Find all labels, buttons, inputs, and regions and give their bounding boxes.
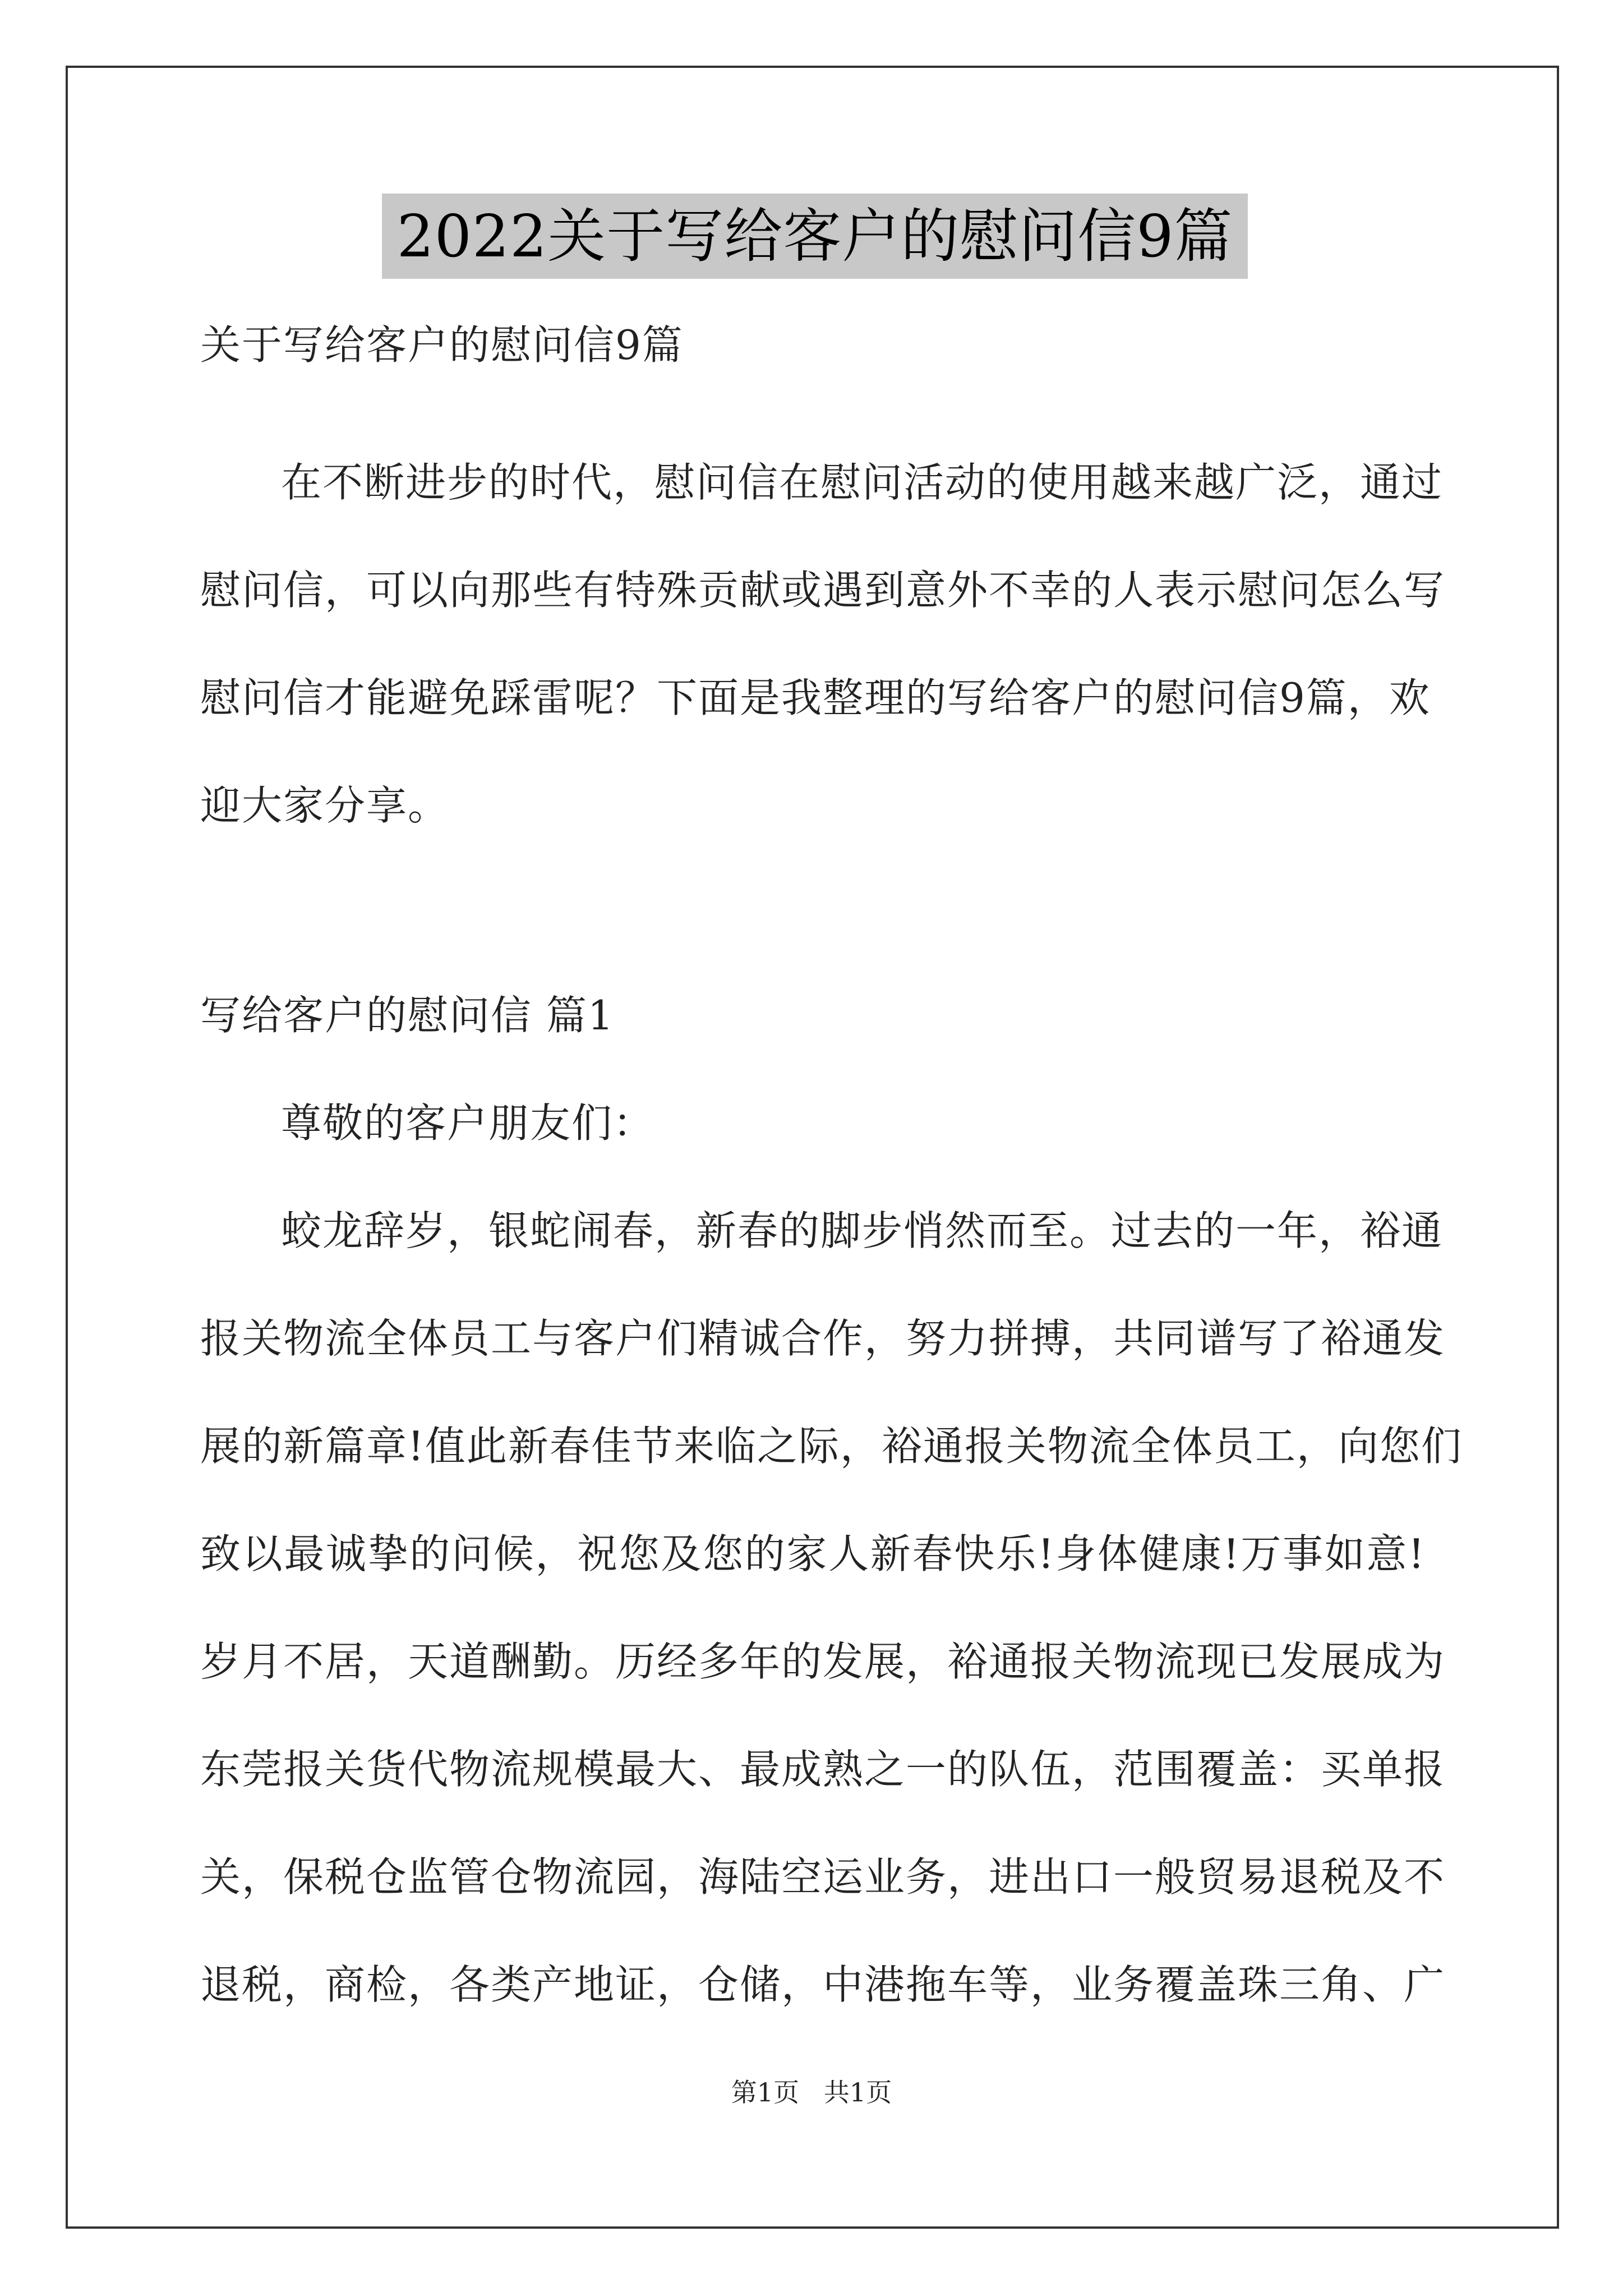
paragraph-line: 迎大家分享。	[200, 782, 450, 829]
paragraph-line: 岁月不居，天道酬勤。历经多年的发展，裕通报关物流现已发展成为	[200, 1638, 1446, 1685]
page-footer: 第1页 共1页	[731, 2077, 892, 2108]
paragraph-line: 展的新篇章!值此新春佳节来临之际，裕通报关物流全体员工，向您们	[200, 1423, 1463, 1470]
paragraph-line: 致以最诚挚的问候，祝您及您的家人新春快乐!身体健康!万事如意!	[200, 1530, 1426, 1577]
paragraph-line: 报关物流全体员工与客户们精诚合作，努力拼搏，共同谱写了裕通发	[200, 1315, 1446, 1362]
paragraph-line: 慰问信，可以向那些有特殊贡献或遇到意外不幸的人表示慰问怎么写	[200, 567, 1446, 614]
paragraph-line: 慰问信才能避免踩雷呢？下面是我整理的写给客户的慰问信9篇，欢	[200, 674, 1431, 721]
paragraph-line: 蛟龙辞岁，银蛇闹春，新春的脚步悄然而至。过去的一年，裕通	[281, 1207, 1444, 1254]
paragraph-line: 东莞报关货代物流规模最大、最成熟之一的队伍，范围覆盖：买单报	[200, 1746, 1446, 1793]
document-title: 2022关于写给客户的慰问信9篇	[382, 194, 1248, 279]
salutation: 尊敬的客户朋友们：	[281, 1099, 655, 1147]
document-subtitle: 关于写给客户的慰问信9篇	[200, 321, 684, 369]
paragraph-line: 关，保税仓监管仓物流园，海陆空运业务，进出口一般贸易退税及不	[200, 1853, 1446, 1901]
paragraph-line: 退税，商检，各类产地证，仓储，中港拖车等，业务覆盖珠三角、广	[200, 1961, 1446, 2008]
section-heading: 写给客户的慰问信 篇1	[200, 992, 615, 1039]
paragraph-line: 在不断进步的时代，慰问信在慰问活动的使用越来越广泛，通过	[281, 459, 1444, 506]
